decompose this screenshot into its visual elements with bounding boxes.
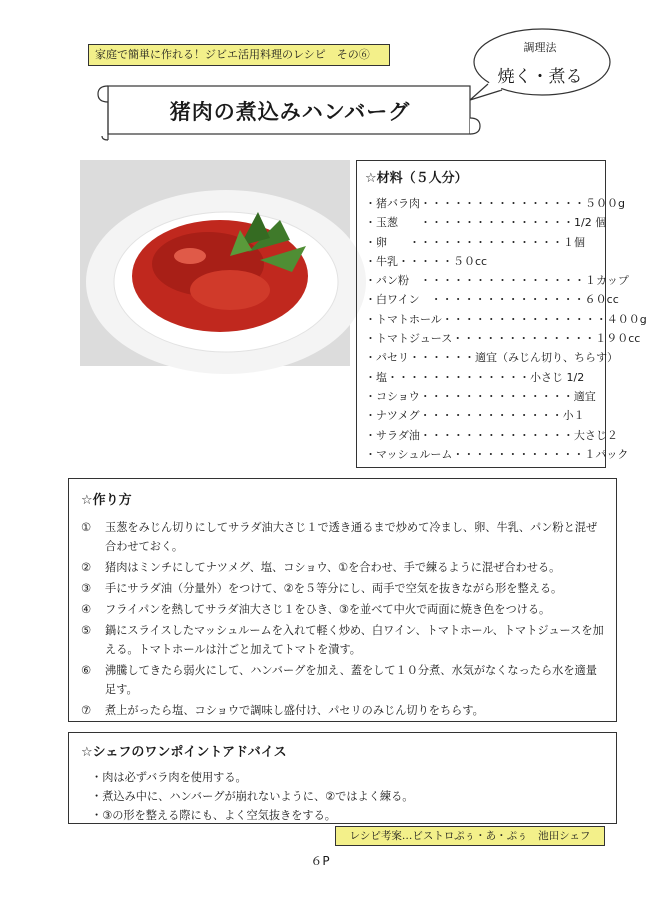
step-item bbox=[81, 621, 606, 659]
ingredient-item: ・塩・・・・・・・・・・・・・小さじ 1/2 bbox=[365, 370, 585, 384]
ingredient-item: ・卵 ・・・・・・・・・・・・・・１個 bbox=[365, 235, 585, 249]
step-number: ③ bbox=[81, 582, 92, 595]
ingredient-item: ・サラダ油・・・・・・・・・・・・・・大さじ２ bbox=[365, 428, 618, 442]
method-steps-box bbox=[68, 478, 617, 722]
dish-photo bbox=[80, 160, 350, 366]
ingredients-heading: ☆材料（５人分） bbox=[365, 171, 468, 186]
ingredient-item: ・マッシュルーム・・・・・・・・・・・・１パック bbox=[365, 447, 629, 461]
step-number: ⑥ bbox=[81, 664, 92, 677]
ingredient-item: ・パン粉 ・・・・・・・・・・・・・・・１カップ bbox=[365, 274, 629, 288]
ingredient-item: ・牛乳・・・・・５０cc bbox=[365, 254, 488, 268]
step-text: 猪肉はミンチにしてナツメグ、塩、コショウ、①を合わせ、手で練るように混ぜ合わせる。 bbox=[105, 561, 561, 574]
step-text: 煮上がったら塩、コショウで調味し盛付け、パセリのみじん切りをちらす。 bbox=[105, 704, 484, 717]
cooking-method-label: 調理法 bbox=[523, 41, 557, 54]
step-number: ⑦ bbox=[81, 704, 92, 717]
ingredient-item: ・トマトジュース・・・・・・・・・・・・・１９０cc bbox=[365, 332, 641, 346]
step-number: ② bbox=[81, 561, 92, 574]
step-number: ① bbox=[81, 521, 92, 534]
step-item bbox=[81, 558, 606, 577]
ingredient-item: ・パセリ・・・・・・適宜（みじん切り、ちらす） bbox=[365, 351, 618, 365]
step-item bbox=[81, 661, 606, 699]
step-item bbox=[81, 701, 606, 720]
title-banner bbox=[96, 80, 484, 144]
step-text: 鍋にスライスしたマッシュルームを入れて軽く炒め、白ワイン、トマトホール、トマトジュースを加える。トマトホールは汁ごと加えてトマトを潰す。 bbox=[105, 624, 604, 656]
step-text: 玉葱をみじん切りにしてサラダ油大さじ１で透き通るまで炒めて冷まし、卵、牛乳、パン粉と混ぜ合わせておく。 bbox=[105, 521, 598, 553]
advice-item: ・肉は必ずバラ肉を使用する。 bbox=[91, 771, 247, 784]
step-item bbox=[81, 518, 606, 556]
series-tag: 家庭で簡単に作れる！ジビエ活用料理のレシピ その⑥ bbox=[88, 44, 390, 66]
page-number: ６P bbox=[310, 854, 330, 868]
ingredients-box bbox=[356, 160, 647, 468]
ingredient-item: ・玉葱 ・・・・・・・・・・・・・・1/2 個 bbox=[365, 216, 607, 230]
step-text: フライパンを熱してサラダ油大さじ１をひき、③を並べて中火で両面に焼き色をつける。 bbox=[105, 603, 551, 616]
cooking-method-value: 焼く・煮る bbox=[497, 67, 583, 87]
advice-heading: ☆シェフのワンポイントアドバイス bbox=[81, 745, 287, 760]
plated-dish-photo bbox=[80, 160, 350, 366]
ingredient-item: ・トマトホール・・・・・・・・・・・・・・・４００g bbox=[365, 312, 647, 326]
recipe-credit: レシピ考案…ビストロぷぅ・あ・ぷぅ 池田シェフ bbox=[335, 826, 605, 846]
ingredient-item: ・猪バラ肉・・・・・・・・・・・・・・・５００g bbox=[365, 197, 625, 210]
steps-heading: ☆作り方 bbox=[81, 493, 132, 508]
ingredient-item: ・白ワイン ・・・・・・・・・・・・・・６０cc bbox=[365, 293, 619, 307]
cooking-method-bubble bbox=[466, 26, 614, 104]
step-number: ④ bbox=[81, 603, 92, 616]
step-text: 沸騰してきたら弱火にして、ハンバーグを加え、蓋をして１０分煮、水気がなくなったら水を適量足す。 bbox=[105, 664, 597, 696]
recipe-title: 猪肉の煮込みハンバーグ bbox=[169, 100, 411, 124]
step-text: 手にサラダ油（分量外）をつけて、②を５等分にし、両手で空気を抜きながら形を整える。 bbox=[105, 582, 563, 595]
chef-advice-box bbox=[68, 732, 617, 824]
advice-item: ・③の形を整える際にも、よく空気抜きをする。 bbox=[91, 809, 336, 822]
step-number: ⑤ bbox=[81, 624, 92, 637]
step-item bbox=[81, 579, 606, 598]
ingredient-item: ・コショウ・・・・・・・・・・・・・・適宜 bbox=[365, 389, 596, 403]
ingredient-item: ・ナツメグ・・・・・・・・・・・・・小１ bbox=[365, 409, 585, 423]
step-item bbox=[81, 600, 606, 619]
advice-item: ・煮込み中に、ハンバーグが崩れないように、②ではよく練る。 bbox=[91, 790, 414, 803]
